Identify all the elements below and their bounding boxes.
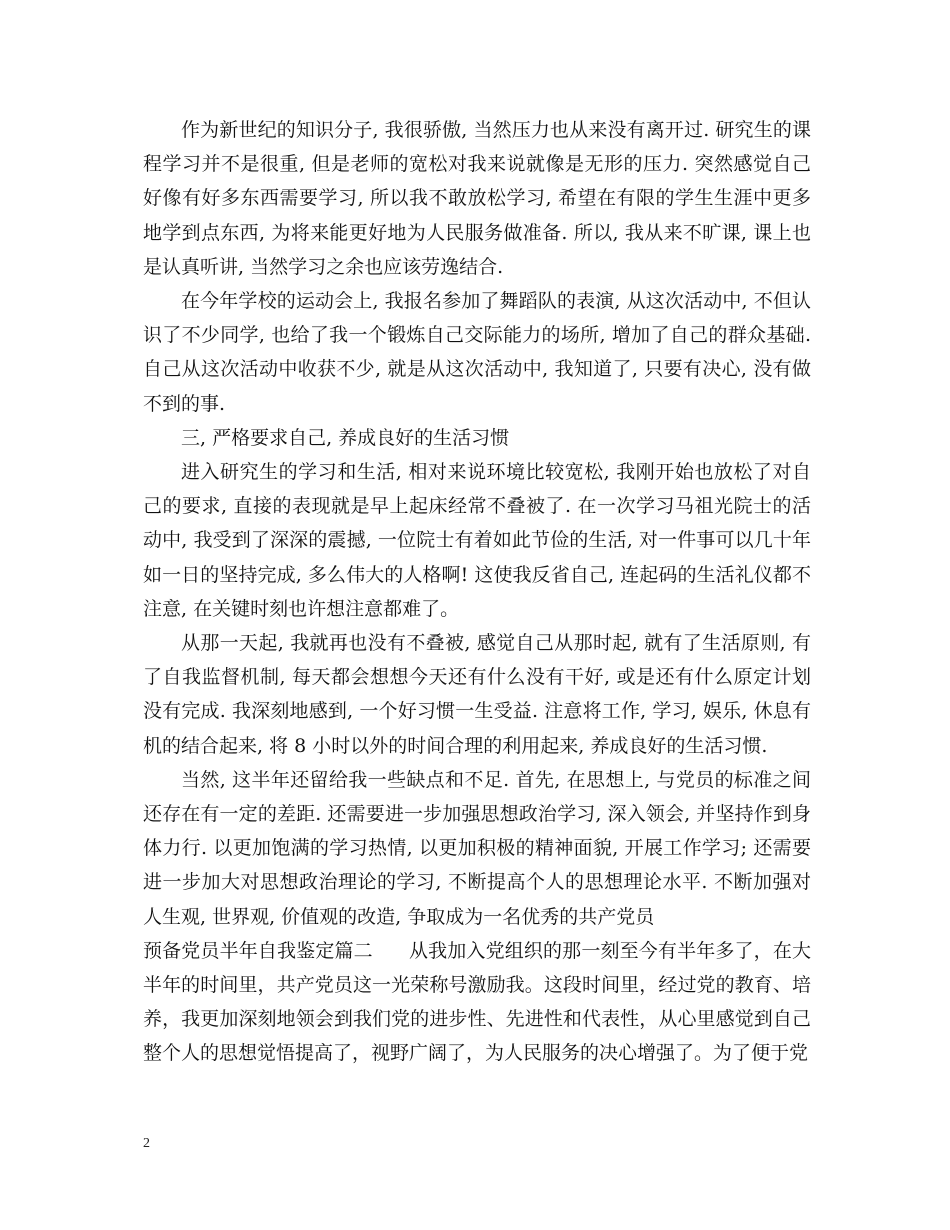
paragraph-study-pressure: 作为新世纪的知识分子, 我很骄傲, 当然压力也从来没有离开过. 研究生的课程学习并不是很重, 但是老师的宽松对我来说就像是无形的压力. 突然感觉自己好像有好多东西需要学习, 所以我不敢放松学习, 希望在有限的学生生涯中更多地学到点东西, 为将来能更好地为人民服务做准备. 所以, 我从来不旷课, 课上也是认真听讲, 当然学习之余也应该劳逸结合. [143, 119, 811, 278]
article-title: 预备党员半年自我鉴定篇二 [143, 939, 373, 962]
paragraph-shortcomings: 当然, 这半年还留给我一些缺点和不足. 首先, 在思想上, 与党员的标准之间还存在有一定的差距. 还需要进一步加强思想政治学习, 深入领会, 并坚持作到身体力行. 以更加饱满的学习热情, 以更加积极的精神面貌, 开展工作学习; 还需要进一步加大对思想政治理论的学习, 不断提高个人的思想理论水平. 不断加强对人生观, 世界观, 价值观的改造, 争取成为一名优秀的共产党员 [143, 768, 811, 928]
article-two-intro [143, 934, 811, 1071]
paragraph-research-life: 进入研究生的学习和生活, 相对来说环境比较宽松, 我刚开始也放松了对自己的要求, 直接的表现就是早上起床经常不叠被了. 在一次学习马祖光院士的活动中, 我受到了深深的震撼, 一位院士有着如此节俭的生活, 对一件事可以几十年如一日的坚持完成, 多么伟大的人格啊! 这使我反省自己, 连起码的生活礼仪都不注意, 在关键时刻也许想注意都难了。 [143, 461, 811, 620]
article-first-paragraph: 从我加入党组织的那一刻至今有半年多了，在大半年的时间里，共产党员这一光荣称号激励我。这段时间里，经过党的教育、培养，我更加深刻地领会到我们党的进步性、先进性和代表性，从心里感觉到自己整个人的思想觉悟提高了，视野广阔了，为人民服务的决心增强了。为了便于党 [143, 939, 811, 1065]
section-heading-habits: 三, 严格要求自己, 养成良好的生活习惯 [181, 426, 510, 449]
page-number: 2 [143, 1136, 150, 1151]
paragraph-sports-meeting: 在今年学校的运动会上, 我报名参加了舞蹈队的表演, 从这次活动中, 不但认识了不少同学, 也给了我一个锻炼自己交际能力的场所, 增加了自己的群众基础. 自己从这次活动中收获不少, 就是从这次活动中, 我知道了, 只要有决心, 没有做不到的事. [143, 290, 811, 415]
paragraph-from-that-day: 从那一天起, 我就再也没有不叠被, 感觉自己从那时起, 就有了生活原则, 有了自我监督机制, 每天都会想想今天还有什么没有干好, 或是还有什么原定计划没有完成. 我深刻地感到, 一个好习惯一生受益. 注意将工作, 学习, 娱乐, 休息有机的结合起来, 将 8 小时以外的时间合理的利用起来, 养成良好的生活习惯. [143, 632, 811, 757]
document-body [143, 113, 811, 1071]
